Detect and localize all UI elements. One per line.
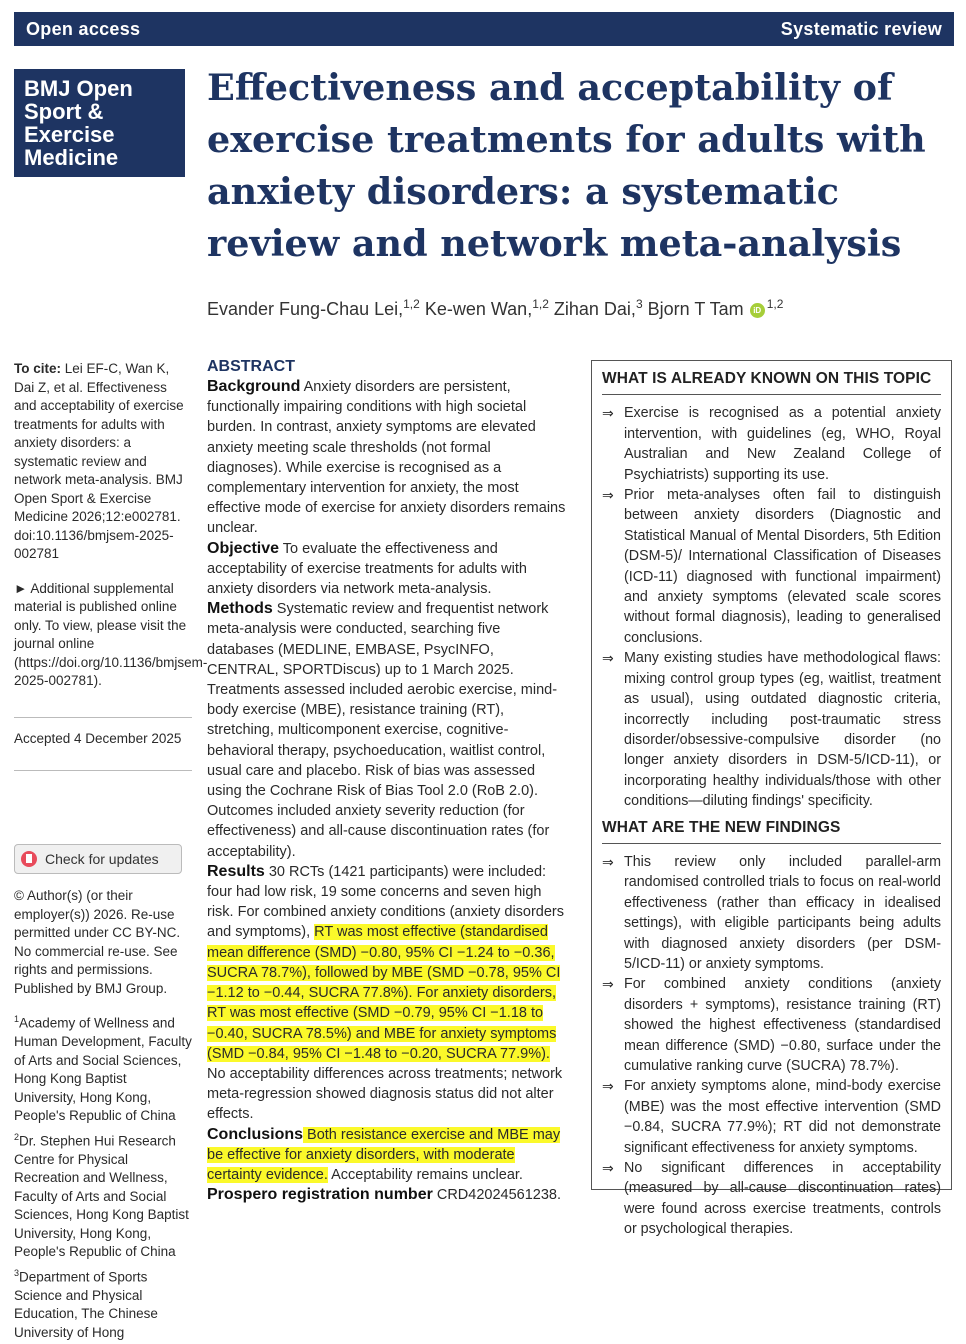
section-heading: Conclusions [207,1125,304,1143]
section-text: To evaluate the effectiveness and acceptability of exercise treatments for adults with anxiety disorders via network meta-analysis. [207,540,527,598]
sidebar [14,360,208,1344]
orcid-icon[interactable]: iD [750,303,765,318]
section-text: Systematic review and frequentist network meta-analysis were conducted, searching five databases (MEDLINE, EMBASE, PsycINFO, CENTRAL, SPORTDiscus) up to 1 March 2025. Treatments assessed included aerobic exercise, mind-body exercise (MBE), resistance training (RT), stretching, multicomponent exercise, cognitive-behavioral therapy, psychoeducation, waitlist control, usual care and placebo. Risk of bias was assessed using the Cochrane Risk of Bias Tool 2.0 (RoB 2.0). Outcomes included anxiety severity reduction (for effectiveness) and all-cause discontinuation rates (for acceptability). [207,601,558,860]
affiliation-text: Academy of Wellness and Human Development, Faculty of Arts and Social Sciences, Hong Kong Baptist University, Hong Kong, People's Republic of China [14,1015,192,1123]
logo-line: Sport & [24,99,104,124]
arrow-icon: ⇒ [602,976,614,993]
logo-line: Exercise [24,122,115,147]
citation [14,360,192,564]
section-heading: Prospero registration number [207,1186,433,1204]
list-item [602,852,941,974]
author-affiliation: 1,2 [532,297,549,311]
author-name: Evander Fung-Chau Lei, [207,299,404,319]
author-affiliation: 1,2 [766,297,784,311]
affiliation-number: 3 [14,1267,20,1278]
logo-line: Medicine [24,145,119,170]
abstract [207,357,569,1205]
supplemental-note: ► Additional supplemental material is published online only. To view, please visit the journal online (https://doi.org/10.1136/bmjsem-2025-002781). [14,580,208,688]
section-heading: Results [207,862,265,880]
list-item [602,1076,941,1158]
section-text: No acceptability differences across treatments; network meta-regression showed diagnosis status did not alter effects. [207,1065,563,1123]
list-item [602,485,941,648]
section-text: CRD42024561238. [432,1187,562,1204]
new-findings-heading: WHAT ARE THE NEW FINDINGS [602,818,941,844]
list-item [602,648,941,811]
known-heading: WHAT IS ALREADY KNOWN ON THIS TOPIC [602,369,941,395]
abstract-methods [207,599,569,862]
open-access-label: Open access [26,18,141,39]
arrow-icon: ⇒ [602,853,614,870]
key-messages-box [591,360,952,1238]
cite-text: Lei EF-C, Wan K, Dai Z, et al. Effectiveness and acceptability of exercise treatments for adults with anxiety disorders: a systematic review and network meta-analysis. BMJ Open Sport & Exercise Medicine 2026;12:e002781. doi:10.1136/bmjsem-2025-002781 [14,361,184,561]
arrow-icon: ⇒ [602,1078,614,1095]
journal-logo [14,69,185,177]
affiliations [14,1010,192,1342]
abstract-results [207,862,569,1125]
author-name: Ke-wen Wan, [419,299,533,319]
abstract-prospero [207,1185,569,1205]
abstract-conclusions [207,1125,569,1186]
affiliation-number: 2 [14,1131,20,1142]
cite-label: To cite: [14,361,61,376]
affiliation [14,1264,192,1343]
arrow-icon: ⇒ [602,487,614,504]
logo-line: BMJ Open [24,76,133,101]
divider [14,717,192,718]
copyright: © Author(s) (or their employer(s)) 2026. Re-use permitted under CC BY-NC. No commercial re-use. See rights and permissions. Published by BMJ Group. [14,888,181,996]
section-text: 30 RCTs (1421 participants) were included: four had low risk, 19 some concerns and seven high risk. For combined anxiety conditions (anxiety disorders and symptoms), [207,863,565,941]
list-item-text: Prior meta-analyses often fail to distinguish between anxiety disorders (Diagnostic and Statistical Manual of Mental Disorders, 5th Edition (DSM-5)/ International Classification of Diseases (ICD-11) diagnosed with functional impairment) and anxiety symptoms (elevated scale scores without formal diagnosis), leading to generalised conclusions. [624,487,941,646]
list-item-text: For anxiety symptoms alone, mind-body exercise (MBE) was the most effective intervention (SMD −0.84, SUCRA 77.9%); RT did not demonstrate significant effectiveness for anxiety symptoms. [624,1078,941,1156]
abstract-heading: ABSTRACT [207,358,295,375]
divider [14,770,192,771]
accepted-date: Accepted 4 December 2025 [14,730,182,746]
abstract-objective [207,539,569,600]
affiliation [14,1010,192,1126]
arrow-icon: ⇒ [602,650,614,667]
bookmark-icon [21,851,37,867]
abstract-background [207,377,569,539]
top-banner [14,12,954,46]
author-name: Zihan Dai, [548,299,636,319]
list-item-text: Exercise is recognised as a potential anxiety intervention, with guidelines (eg, WHO, Royal Australian and New Zealand College of Psychiatrists) supporting its use. [624,405,941,483]
section-heading: Methods [207,600,273,618]
new-findings-list [602,852,941,1240]
section-text: Acceptability remains unclear. [327,1166,523,1183]
section-heading: Objective [207,539,280,557]
list-item-text: This review only included parallel-arm randomised controlled trials to focus on real-world effectiveness (rather than efficacy in idealised settings), with eligible participants being adults with diagnosed anxiety disorders (per DSM-5/ICD-11) or anxiety symptoms. [624,853,941,972]
affiliation [14,1128,192,1262]
arrow-icon: ⇒ [602,405,614,422]
author-affiliation: 3 [635,297,643,311]
author-name: Bjorn T Tam [642,299,744,319]
list-item-text: For combined anxiety conditions (anxiety disorders + symptoms), resistance training (RT) showed the highest effectiveness (standardised mean difference (SMD) −0.80, surface under the cumulative ranking curve (SUCRA) 78.7%). [624,976,941,1074]
affiliation-text: Department of Sports Science and Physical Education, The Chinese University of Hong [14,1269,158,1340]
list-item [602,403,941,485]
known-list [602,403,941,811]
arrow-icon: ⇒ [602,1160,614,1177]
list-item-text: No significant differences in acceptability (measured by all-cause discontinuation rates) were found across exercise treatments, controls or psychological therapies. [624,1160,941,1238]
author-affiliation: 1,2 [403,297,420,311]
article-title: Effectiveness and acceptability of exercise treatments for adults with anxiety disorders: a systematic review and network meta-analysis [207,66,926,265]
highlighted-text: RT was most effective (standardised mean difference (SMD) −0.80, 95% CI −1.24 to −0.36, SUCRA 78.7%), followed by MBE (SMD −0.78, 95% CI −1.12 to −0.44, SUCRA 77.8%). For anxiety disorders, RT was most effective (SMD −0.79, 95% CI −1.18 to −0.40, SUCRA 78.5%) and MBE for anxiety symptoms (SMD −0.84, 95% CI −1.48 to −0.20, SUCRA 77.9%). [207,924,561,1062]
section-text: Anxiety disorders are persistent, functionally impairing conditions with high societal burden. In contrast, anxiety symptoms are elevated anxiety meeting scale thresholds (not formal diagnoses). While exercise is recognised as a complementary intervention for anxiety, the most effective mode of exercise for anxiety disorders remains unclear. [207,379,566,537]
check-updates-label: Check for updates [45,850,159,867]
affiliation-text: Dr. Stephen Hui Research Centre for Physical Recreation and Wellness, Faculty of Arts and Social Sciences, Hong Kong Baptist University, Hong Kong, People's Republic of China [14,1133,189,1259]
article-type-label: Systematic review [780,18,942,39]
check-updates-button[interactable] [14,844,182,874]
list-item [602,974,941,1076]
list-item-text: Many existing studies have methodological flaws: mixing control group types (eg, waitlist, treatment as usual), using outdated diagnostic criteria, incorrectly including post-traumatic stress disorder/obsessive-compulsive disorder (no longer anxiety disorders in DSM-5/ICD-11), or incorporating healthy individuals/those with other conditions—diluting findings' specificity. [624,650,941,810]
highlighted-text: Both resistance exercise and MBE may be effective for anxiety disorders, with moderate certainty evidence. [207,1126,561,1183]
list-item [602,1158,941,1240]
author-list [207,297,783,320]
affiliation-number: 1 [14,1014,20,1024]
section-heading: Background [207,378,301,395]
